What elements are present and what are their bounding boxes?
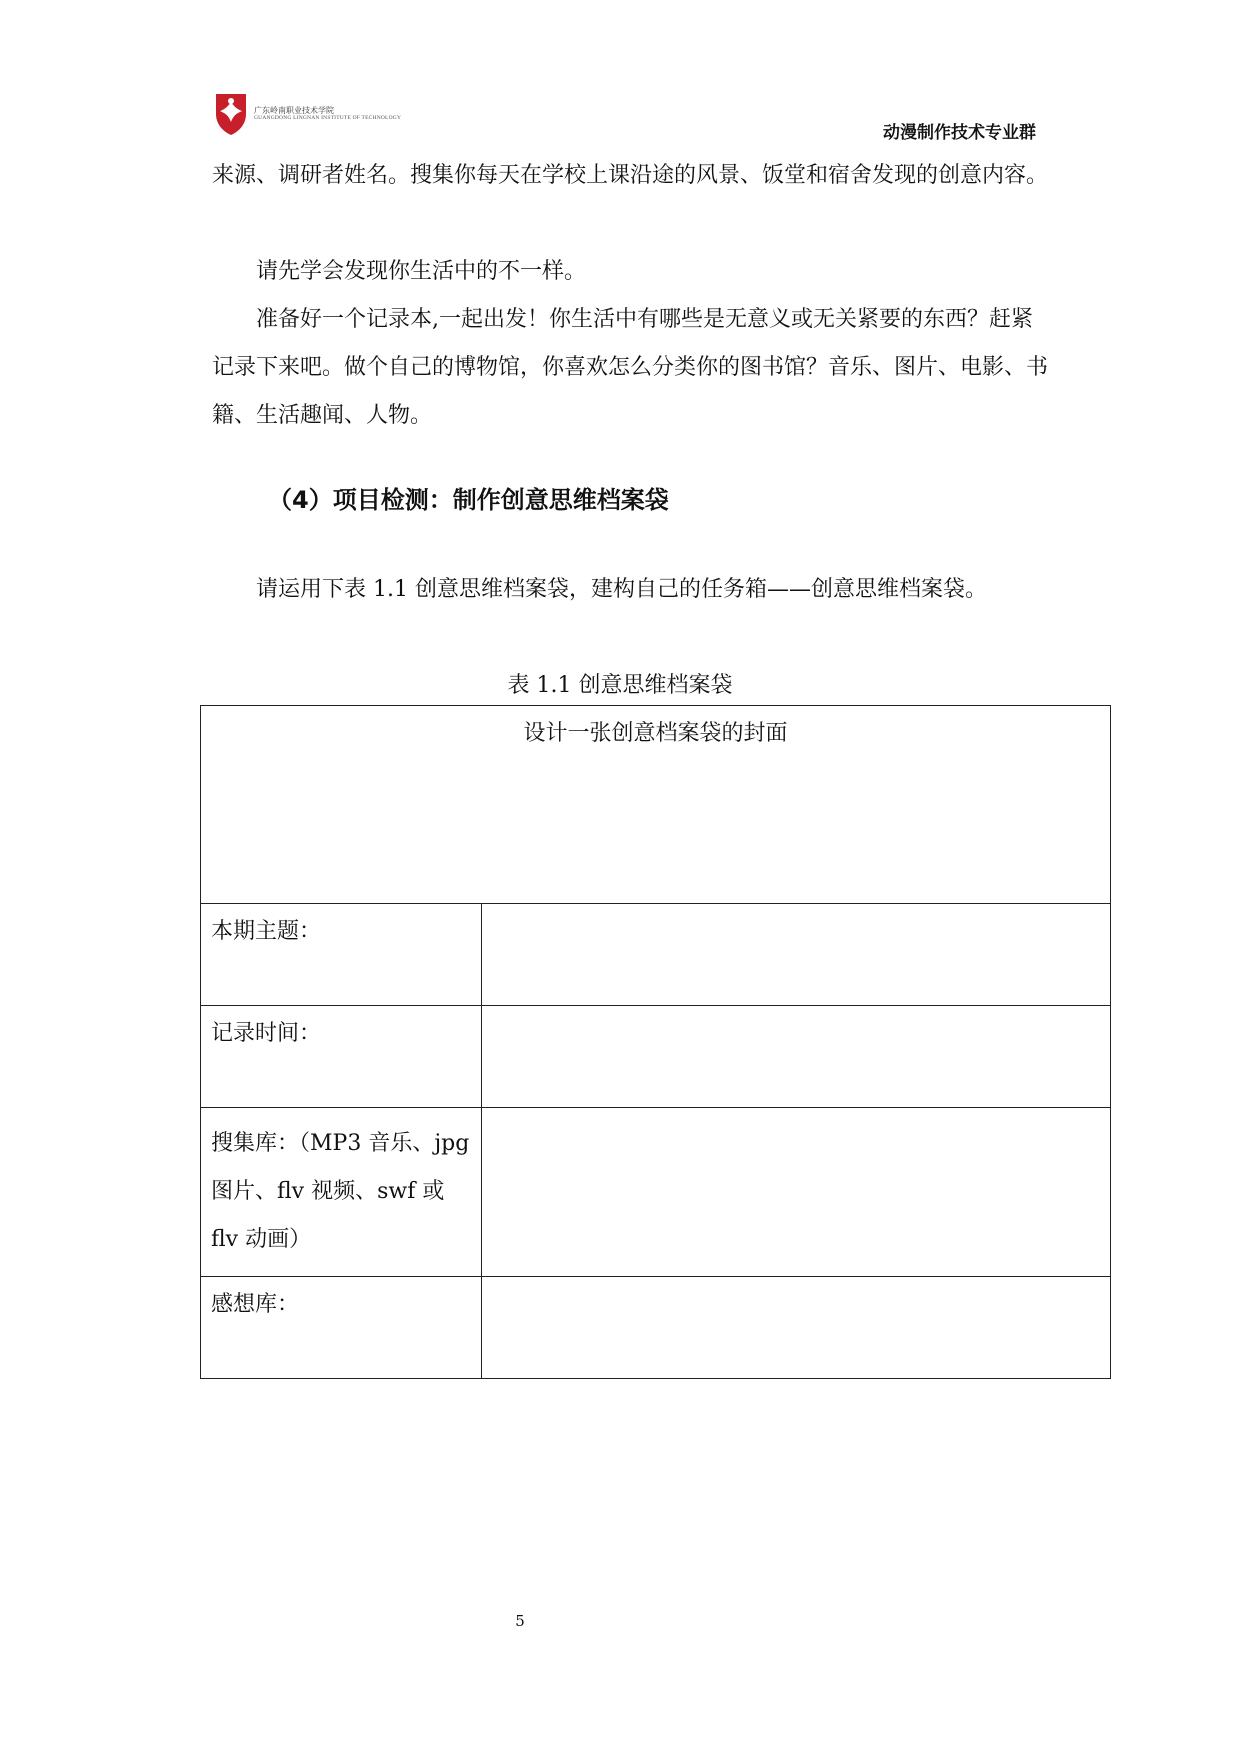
institution-name-en: GUANGDONG LINGNAN INSTITUTE OF TECHNOLOGY [254, 115, 402, 122]
shield-logo-icon [214, 92, 248, 136]
cover-design-cell[interactable] [201, 706, 1111, 904]
paragraph-notebook: 准备好一个记录本,一起出发！你生活中有哪些是无意义或无关紧要的东西？赶紧记录下来吧。做个自己的博物馆，你喜欢怎么分类你的图书馆？音乐、图片、电影、书籍、生活趣闻、人物。 [212, 307, 1049, 428]
cover-design-title: 设计一张创意档案袋的封面 [523, 721, 788, 746]
record-time-field[interactable] [482, 1006, 1111, 1108]
table-row [201, 1277, 1111, 1379]
page-number: 5 [515, 1612, 525, 1630]
table-row [201, 1006, 1111, 1108]
reflection-library-label: 感想库： [201, 1277, 482, 1379]
table-caption: 表 1.1 创意思维档案袋 [507, 673, 733, 698]
institution-logo [214, 92, 401, 136]
section-intro: 请运用下表 1.1 创意思维档案袋，建构自己的任务箱——创意思维档案袋。 [256, 577, 987, 602]
portfolio-form-table [200, 705, 1111, 1379]
paragraph-discover: 请先学会发现你生活中的不一样。 [256, 259, 587, 284]
paragraph-sources: 来源、调研者姓名。搜集你每天在学校上课沿途的风景、饭堂和宿舍发现的创意内容。 [212, 163, 1049, 188]
section-heading: （4）项目检测：制作创意思维档案袋 [268, 486, 669, 514]
reflection-library-field[interactable] [482, 1277, 1111, 1379]
topic-field[interactable] [482, 904, 1111, 1006]
record-time-label: 记录时间： [201, 1006, 482, 1108]
collection-library-field[interactable] [482, 1108, 1111, 1277]
topic-label: 本期主题： [201, 904, 482, 1006]
program-group-title: 动漫制作技术专业群 [883, 123, 1036, 143]
table-row [201, 1108, 1111, 1277]
collection-library-label: 搜集库：（MP3 音乐、jpg 图片、flv 视频、swf 或 flv 动画） [201, 1108, 482, 1277]
table-row [201, 904, 1111, 1006]
institution-name-cn: 广东岭南职业技术学院 [254, 105, 334, 115]
